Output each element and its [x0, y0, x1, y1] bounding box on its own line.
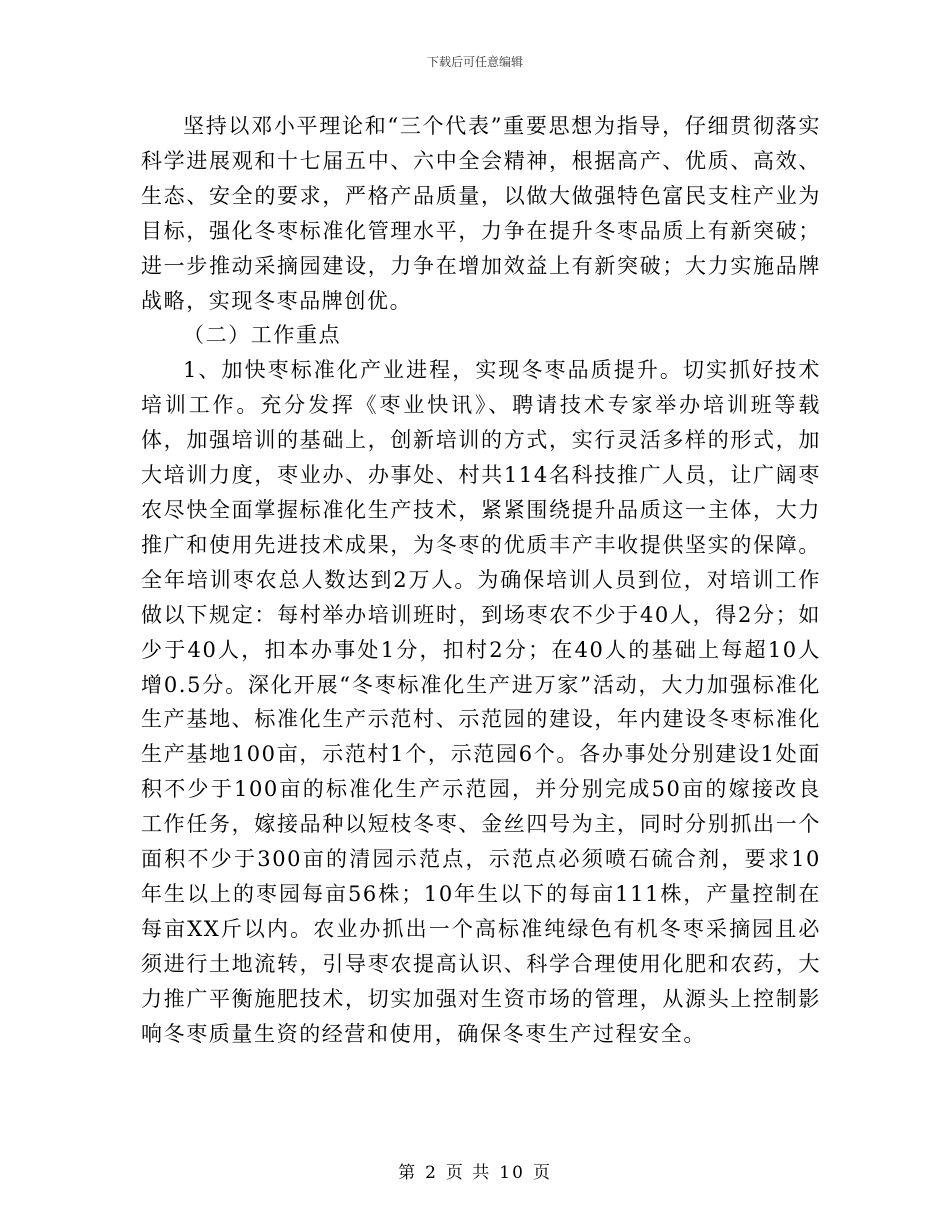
footer-page-number: 2: [425, 1163, 438, 1183]
document-body: [141, 109, 821, 1051]
paragraph-guiding-principle: 坚持以邓小平理论和“三个代表”重要思想为指导，仔细贯彻落实科学进展观和十七届五中、六中全会精神，根据高产、优质、高效、生态、安全的要求，严格产品质量，以做大做强特色富民支柱产业为目标，强化冬枣标准化管理水平，力争在提升冬枣品质上有新突破；进一步推动采摘园建设，力争在增加效益上有新突破；大力实施品牌战略，实现冬枣品牌创优。: [141, 114, 821, 313]
footer-middle: 页 共: [445, 1163, 492, 1183]
footer-total-pages: 10: [499, 1163, 525, 1183]
section-heading-work-focus: （二）工作重点: [183, 323, 342, 348]
page-footer: [0, 1158, 950, 1183]
header-note: 下载后可任意编辑: [426, 55, 523, 69]
footer-prefix: 第: [398, 1163, 418, 1183]
paragraph-standardization: 1、加快枣标准化产业进程，实现冬枣品质提升。切实抓好技术培训工作。充分发挥《枣业快讯》、聘请技术专家举办培训班等载体，加强培训的基础上，创新培训的方式，实行灵活多样的形式，加大培训力度，枣业办、办事处、村共114名科技推广人员，让广阔枣农尽快全面掌握标准化生产技术，紧紧围绕提升品质这一主体，大力推广和使用先进技术成果，为冬枣的优质丰产丰收提供坚实的保障。全年培训枣农总人数达到2万人。为确保培训人员到位，对培训工作做以下规定：每村举办培训班时，到场枣农不少于40人，得2分；如少于40人，扣本办事处1分，扣村2分；在40人的基础上每超10人增0.5分。深化开展“冬枣标准化生产进万家”活动，大力加强标准化生产基地、标准化生产示范村、示范园的建设，年内建设冬枣标准化生产基地100亩，示范村1个，示范园6个。各办事处分别建设1处面积不少于100亩的标准化生产示范园，并分别完成50亩的嫁接改良工作任务，嫁接品种以短枝冬枣、金丝四号为主，同时分别抓出一个面积不少于300亩的清园示范点，示范点必须喷石硫合剂，要求10年生以上的枣园每亩56株；10年生以下的每亩111株，产量控制在每亩XX斤以内。农业办抓出一个高标准纯绿色有机冬枣采摘园且必须进行土地流转，引导枣农提高认识、科学合理使用化肥和农药，大力推广平衡施肥技术，切实加强对生资市场的管理，从源头上控制影响冬枣质量生资的经营和使用，确保冬枣生产过程安全。: [141, 358, 821, 1046]
footer-suffix: 页: [532, 1163, 552, 1183]
